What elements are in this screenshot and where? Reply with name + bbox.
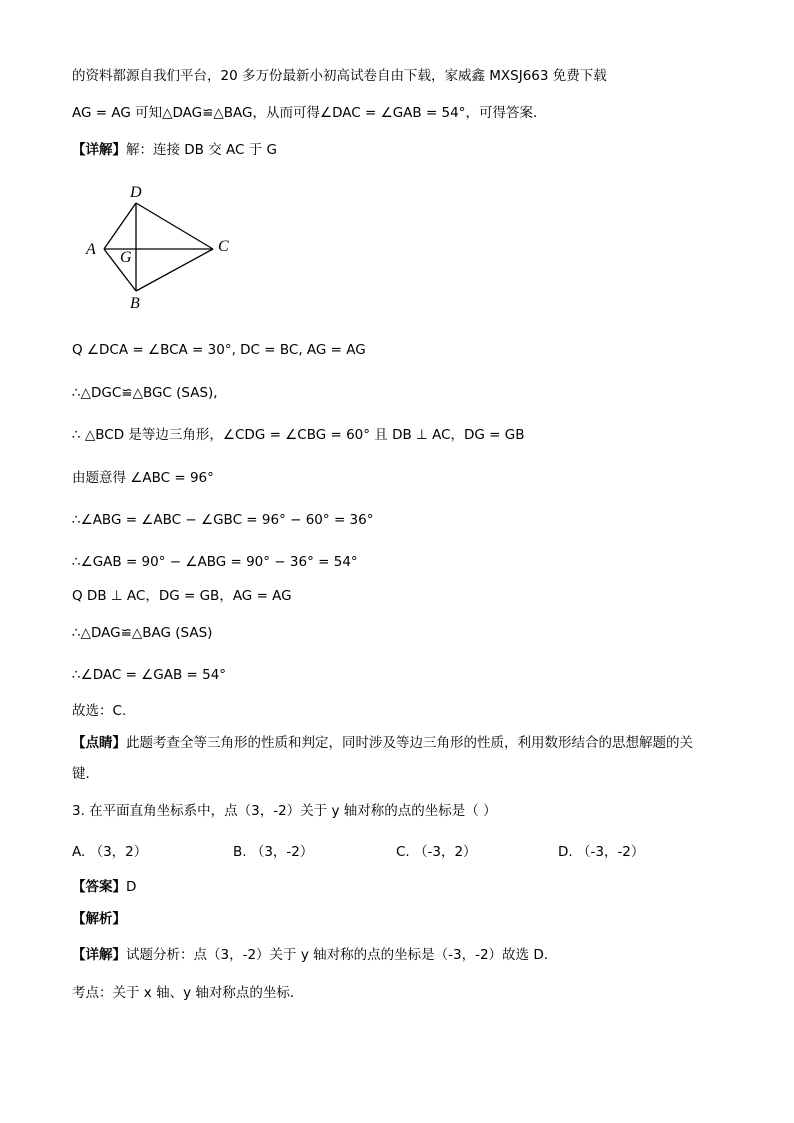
kaodian-line: 考点：关于 x 轴、y 轴对称点的坐标． — [72, 985, 304, 1001]
segment-cb — [136, 249, 213, 291]
label-d: D — [130, 184, 142, 201]
answer-value: D — [126, 879, 137, 895]
step-7: Q DB ⊥ AC，DG = GB，AG = AG — [72, 588, 292, 604]
step-3: ∴ △BCD 是等边三角形，∠CDG = ∠CBG = 60° 且 DB ⊥ AC，DG = GB — [72, 427, 525, 443]
label-a: A — [86, 241, 96, 258]
page-header-note: 的资料都源自我们平台，20 多万份最新小初高试卷自由下载，家威鑫 MXSJ663 免费下载 — [72, 68, 607, 84]
label-g: G — [120, 249, 132, 266]
answer-choice: 故选：C. — [72, 703, 127, 719]
detail-label: 【详解】 — [72, 142, 126, 158]
analysis-label: 【解析】 — [72, 911, 126, 927]
q3-detail-line — [72, 945, 557, 965]
comment-line-1 — [72, 733, 693, 753]
option-a: A. （3，2） — [72, 844, 148, 860]
step-5: ∴∠ABG = ∠ABC − ∠GBC = 96° − 60° = 36° — [72, 512, 374, 528]
option-d: D. （-3，-2） — [558, 844, 645, 860]
detail-line — [72, 140, 277, 160]
step-4: 由题意得 ∠ABC = 96° — [72, 470, 214, 486]
label-c: C — [218, 238, 229, 255]
step-2: ∴△DGC≌△BGC (SAS), — [72, 385, 218, 401]
answer-label: 【答案】 — [72, 879, 126, 895]
question-3-stem: 3. 在平面直角坐标系中，点（3，-2）关于 y 轴对称的点的坐标是（ ） — [72, 803, 497, 819]
comment-text-1: 此题考查全等三角形的性质和判定，同时涉及等边三角形的性质，利用数形结合的思想解题的关 — [126, 735, 693, 751]
label-b: B — [130, 295, 140, 312]
comment-label: 【点睛】 — [72, 735, 126, 751]
comment-line-2: 键． — [72, 766, 99, 782]
q3-detail-text: 试题分析：点（3，-2）关于 y 轴对称的点的坐标是（-3，-2）故选 D． — [126, 947, 558, 963]
geometry-figure — [80, 178, 250, 313]
detail-text: 解：连接 DB 交 AC 于 G — [126, 142, 277, 158]
solution-intro-line: AG = AG 可知△DAG≌△BAG，从而可得∠DAC = ∠GAB = 54°，可得答案． — [72, 105, 547, 121]
figure-lines — [104, 203, 213, 291]
step-6: ∴∠GAB = 90° − ∠ABG = 90° − 36° = 54° — [72, 554, 358, 570]
step-8: ∴△DAG≌△BAG (SAS) — [72, 625, 213, 641]
segment-ad — [104, 203, 136, 249]
q3-detail-label: 【详解】 — [72, 947, 126, 963]
answer-line — [72, 877, 136, 897]
step-9: ∴∠DAC = ∠GAB = 54° — [72, 667, 227, 683]
option-c: C. （-3，2） — [396, 844, 477, 860]
step-1: Q ∠DCA = ∠BCA = 30°, DC = BC, AG = AG — [72, 342, 366, 358]
segment-dc — [136, 203, 213, 249]
option-b: B. （3，-2） — [233, 844, 314, 860]
